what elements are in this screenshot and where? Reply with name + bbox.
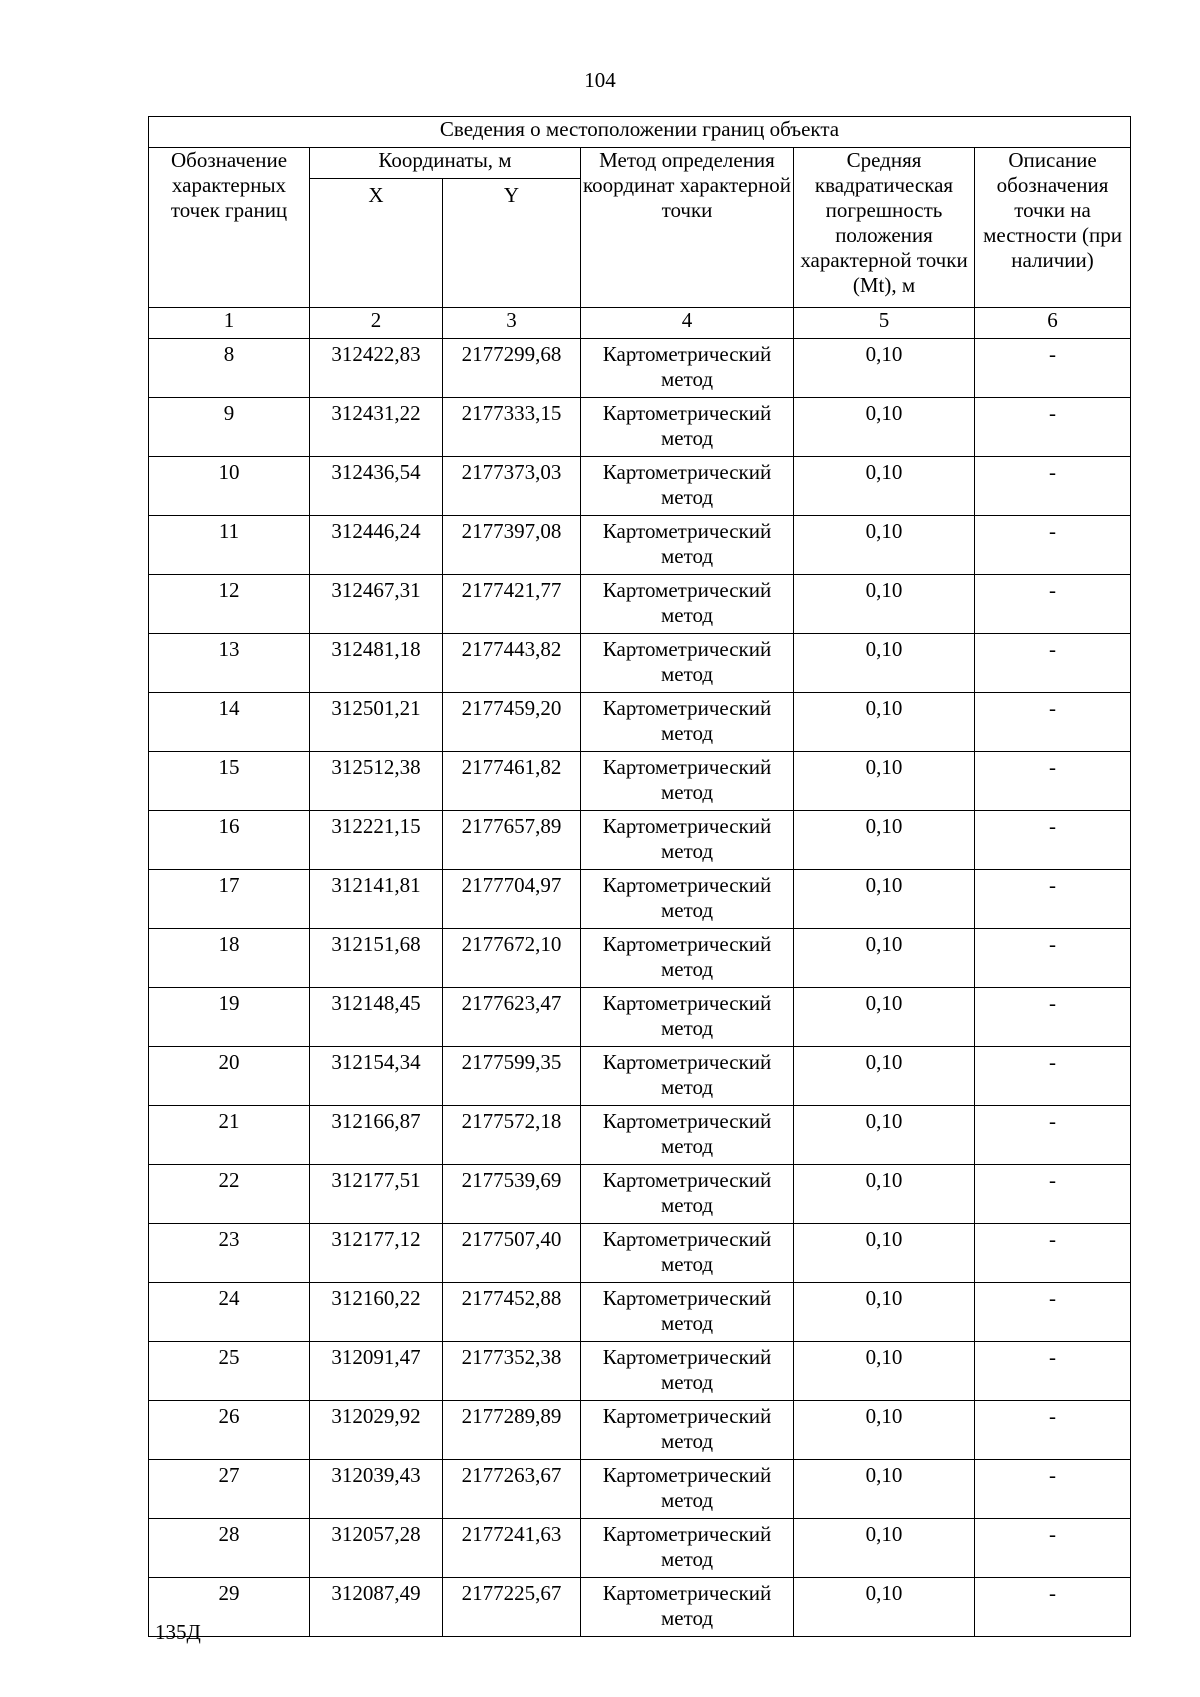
cell-y: 2177704,97 (443, 870, 581, 929)
table-row (149, 1224, 1131, 1283)
cell-point: 27 (149, 1460, 310, 1519)
cell-y: 2177507,40 (443, 1224, 581, 1283)
cell-description: - (975, 929, 1131, 988)
cell-y: 2177373,03 (443, 457, 581, 516)
header-method: Метод определения координат характерной точки (581, 148, 794, 308)
table-row (149, 988, 1131, 1047)
table-row (149, 398, 1131, 457)
cell-description: - (975, 1283, 1131, 1342)
cell-method: Картометрический метод (581, 1519, 794, 1578)
table-row (149, 1047, 1131, 1106)
cell-point: 22 (149, 1165, 310, 1224)
cell-x: 312091,47 (310, 1342, 443, 1401)
cell-description: - (975, 398, 1131, 457)
cell-description: - (975, 575, 1131, 634)
header-coordinates: Координаты, м (310, 148, 581, 179)
cell-point: 14 (149, 693, 310, 752)
cell-y: 2177225,67 (443, 1578, 581, 1637)
cell-x: 312151,68 (310, 929, 443, 988)
footer-code: 135Д (155, 1620, 201, 1644)
cell-x: 312160,22 (310, 1283, 443, 1342)
cell-point: 26 (149, 1401, 310, 1460)
table-row (149, 752, 1131, 811)
table-row (149, 870, 1131, 929)
cell-x: 312057,28 (310, 1519, 443, 1578)
cell-description: - (975, 1047, 1131, 1106)
cell-y: 2177623,47 (443, 988, 581, 1047)
cell-x: 312154,34 (310, 1047, 443, 1106)
cell-x: 312446,24 (310, 516, 443, 575)
cell-accuracy: 0,10 (794, 811, 975, 870)
cell-method: Картометрический метод (581, 339, 794, 398)
cell-point: 20 (149, 1047, 310, 1106)
cell-method: Картометрический метод (581, 1165, 794, 1224)
cell-method: Картометрический метод (581, 929, 794, 988)
cell-method: Картометрический метод (581, 693, 794, 752)
cell-method: Картометрический метод (581, 398, 794, 457)
cell-method: Картометрический метод (581, 1283, 794, 1342)
cell-accuracy: 0,10 (794, 1224, 975, 1283)
header-point-designation: Обозначение характерных точек границ (149, 148, 310, 308)
cell-accuracy: 0,10 (794, 398, 975, 457)
cell-x: 312512,38 (310, 752, 443, 811)
cell-method: Картометрический метод (581, 1047, 794, 1106)
cell-accuracy: 0,10 (794, 693, 975, 752)
cell-description: - (975, 1106, 1131, 1165)
column-number: 4 (581, 308, 794, 339)
cell-x: 312087,49 (310, 1578, 443, 1637)
cell-method: Картометрический метод (581, 988, 794, 1047)
cell-accuracy: 0,10 (794, 1460, 975, 1519)
cell-point: 9 (149, 398, 310, 457)
cell-description: - (975, 988, 1131, 1047)
column-number: 6 (975, 308, 1131, 339)
cell-y: 2177452,88 (443, 1283, 581, 1342)
cell-point: 23 (149, 1224, 310, 1283)
cell-method: Картометрический метод (581, 870, 794, 929)
table-row (149, 929, 1131, 988)
cell-x: 312422,83 (310, 339, 443, 398)
table-row (149, 339, 1131, 398)
cell-y: 2177443,82 (443, 634, 581, 693)
cell-method: Картометрический метод (581, 1460, 794, 1519)
cell-point: 25 (149, 1342, 310, 1401)
cell-x: 312166,87 (310, 1106, 443, 1165)
cell-x: 312039,43 (310, 1460, 443, 1519)
cell-y: 2177672,10 (443, 929, 581, 988)
table-row (149, 811, 1131, 870)
cell-accuracy: 0,10 (794, 516, 975, 575)
cell-point: 13 (149, 634, 310, 693)
cell-accuracy: 0,10 (794, 634, 975, 693)
cell-y: 2177299,68 (443, 339, 581, 398)
cell-accuracy: 0,10 (794, 575, 975, 634)
cell-method: Картометрический метод (581, 811, 794, 870)
table-row (149, 634, 1131, 693)
cell-x: 312481,18 (310, 634, 443, 693)
cell-method: Картометрический метод (581, 1224, 794, 1283)
cell-description: - (975, 339, 1131, 398)
cell-x: 312029,92 (310, 1401, 443, 1460)
table-row (149, 1401, 1131, 1460)
cell-point: 17 (149, 870, 310, 929)
cell-accuracy: 0,10 (794, 1047, 975, 1106)
cell-x: 312177,51 (310, 1165, 443, 1224)
cell-x: 312436,54 (310, 457, 443, 516)
cell-point: 16 (149, 811, 310, 870)
cell-method: Картометрический метод (581, 457, 794, 516)
cell-description: - (975, 1342, 1131, 1401)
cell-point: 18 (149, 929, 310, 988)
table-row (149, 1519, 1131, 1578)
cell-x: 312141,81 (310, 870, 443, 929)
cell-accuracy: 0,10 (794, 870, 975, 929)
table-row (149, 1578, 1131, 1637)
cell-y: 2177352,38 (443, 1342, 581, 1401)
cell-point: 19 (149, 988, 310, 1047)
cell-method: Картометрический метод (581, 1578, 794, 1637)
cell-accuracy: 0,10 (794, 752, 975, 811)
cell-accuracy: 0,10 (794, 457, 975, 516)
page-number: 104 (584, 68, 616, 92)
column-number: 2 (310, 308, 443, 339)
cell-description: - (975, 634, 1131, 693)
cell-x: 312467,31 (310, 575, 443, 634)
cell-description: - (975, 693, 1131, 752)
table-row (149, 1460, 1131, 1519)
cell-x: 312177,12 (310, 1224, 443, 1283)
cell-method: Картометрический метод (581, 516, 794, 575)
cell-description: - (975, 1224, 1131, 1283)
cell-point: 10 (149, 457, 310, 516)
cell-point: 8 (149, 339, 310, 398)
cell-y: 2177539,69 (443, 1165, 581, 1224)
table-row (149, 457, 1131, 516)
cell-accuracy: 0,10 (794, 1578, 975, 1637)
cell-y: 2177289,89 (443, 1401, 581, 1460)
cell-y: 2177241,63 (443, 1519, 581, 1578)
column-numbers-row (149, 308, 1131, 339)
cell-y: 2177459,20 (443, 693, 581, 752)
column-number: 3 (443, 308, 581, 339)
cell-y: 2177263,67 (443, 1460, 581, 1519)
cell-x: 312431,22 (310, 398, 443, 457)
cell-accuracy: 0,10 (794, 1342, 975, 1401)
cell-y: 2177572,18 (443, 1106, 581, 1165)
cell-method: Картометрический метод (581, 1106, 794, 1165)
cell-accuracy: 0,10 (794, 1165, 975, 1224)
cell-y: 2177397,08 (443, 516, 581, 575)
cell-description: - (975, 811, 1131, 870)
table-row (149, 693, 1131, 752)
cell-point: 29 (149, 1578, 310, 1637)
cell-y: 2177599,35 (443, 1047, 581, 1106)
cell-point: 24 (149, 1283, 310, 1342)
table-row (149, 575, 1131, 634)
cell-description: - (975, 1519, 1131, 1578)
column-number: 1 (149, 308, 310, 339)
cell-description: - (975, 516, 1131, 575)
header-description: Описание обозначения точки на местности (при наличии) (975, 148, 1131, 308)
cell-y: 2177421,77 (443, 575, 581, 634)
cell-method: Картометрический метод (581, 1401, 794, 1460)
cell-point: 15 (149, 752, 310, 811)
header-y: Y (443, 179, 581, 308)
table-row (149, 1165, 1131, 1224)
cell-accuracy: 0,10 (794, 339, 975, 398)
table-row (149, 1283, 1131, 1342)
cell-y: 2177657,89 (443, 811, 581, 870)
cell-description: - (975, 457, 1131, 516)
cell-method: Картометрический метод (581, 752, 794, 811)
cell-description: - (975, 870, 1131, 929)
cell-accuracy: 0,10 (794, 1283, 975, 1342)
cell-description: - (975, 1460, 1131, 1519)
cell-point: 12 (149, 575, 310, 634)
cell-description: - (975, 1165, 1131, 1224)
cell-accuracy: 0,10 (794, 1106, 975, 1165)
cell-description: - (975, 1578, 1131, 1637)
cell-accuracy: 0,10 (794, 988, 975, 1047)
cell-point: 21 (149, 1106, 310, 1165)
cell-x: 312221,15 (310, 811, 443, 870)
table-title: Сведения о местоположении границ объекта (149, 117, 1131, 148)
cell-x: 312148,45 (310, 988, 443, 1047)
cell-y: 2177333,15 (443, 398, 581, 457)
cell-y: 2177461,82 (443, 752, 581, 811)
cell-method: Картометрический метод (581, 634, 794, 693)
column-number: 5 (794, 308, 975, 339)
table-row (149, 1106, 1131, 1165)
cell-accuracy: 0,10 (794, 1401, 975, 1460)
boundary-coordinates-table (148, 116, 1131, 1637)
header-x: X (310, 179, 443, 308)
header-accuracy: Средняя квадратическая погрешность положения характерной точки (Mt), м (794, 148, 975, 308)
cell-description: - (975, 752, 1131, 811)
table-row (149, 516, 1131, 575)
cell-x: 312501,21 (310, 693, 443, 752)
table-row (149, 1342, 1131, 1401)
cell-method: Картометрический метод (581, 575, 794, 634)
cell-method: Картометрический метод (581, 1342, 794, 1401)
cell-accuracy: 0,10 (794, 929, 975, 988)
cell-accuracy: 0,10 (794, 1519, 975, 1578)
table-body (149, 339, 1131, 1637)
cell-point: 11 (149, 516, 310, 575)
cell-point: 28 (149, 1519, 310, 1578)
cell-description: - (975, 1401, 1131, 1460)
